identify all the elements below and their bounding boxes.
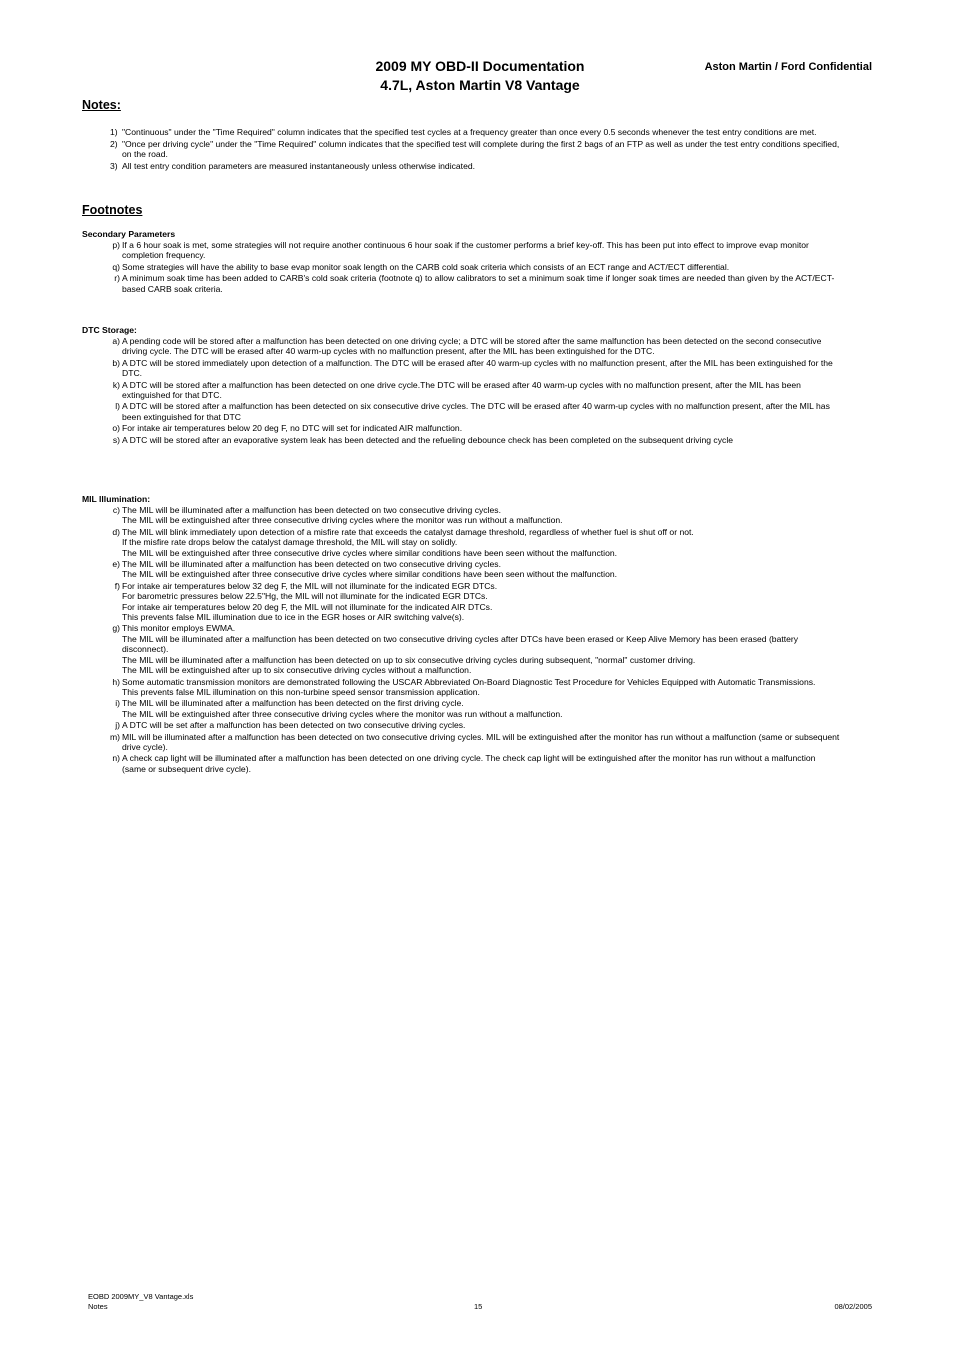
footnote-letter: m) [109, 731, 120, 742]
footnote-item [98, 240, 840, 261]
footer-sheet-name: Notes [88, 1302, 108, 1311]
footnote-text: The MIL will be illuminated after a malfunction has been detected on the first driving cycle. [122, 698, 464, 709]
footnote-item [98, 435, 840, 445]
secondary-parameters-list [98, 240, 840, 295]
footnote-text: If the misfire rate drops below the catalyst damage threshold, the MIL will stay on solidly. [122, 537, 458, 548]
footnote-item [98, 753, 840, 774]
footer-date: 08/02/2005 [834, 1302, 872, 1311]
footnote-text: A DTC will be stored immediately upon detection of a malfunction. The DTC will be erased after 40 warm-up cycles with no malfunction present, after the MIL has been extinguished for the DTC. [122, 357, 833, 379]
footnote-text: This prevents false MIL illumination due to ice in the EGR hoses or AIR switching valve(s). [122, 612, 465, 623]
footnote-item [98, 527, 840, 558]
footnote-text: For barometric pressures below 22.5"Hg, the MIL will not illuminate for the indicated EGR DTCs. [122, 591, 488, 602]
footnote-text: A DTC will be stored after a malfunction has been detected on one drive cycle.The DTC will be erased after 40 warm-up cycles with no malfunction present, after the MIL has been extinguished for that DTC. [122, 379, 801, 401]
footnote-letter: g) [112, 623, 120, 634]
footnote-text: Some automatic transmission monitors are demonstrated following the USCAR Abbreviated On-Board Diagnostic Test Procedure for Vehicles Equipped with Automatic Transmissions. [122, 676, 816, 687]
footnote-letter: l) [115, 401, 120, 412]
note-text: "Continuous" under the "Time Required" column indicates that the specified test cycles at a frequency greater than once every 0.5 seconds whenever the test entry conditions are met. [122, 127, 817, 137]
dtc-storage-heading: DTC Storage: [82, 325, 137, 335]
footnote-letter: d) [112, 526, 120, 537]
footnote-item [98, 336, 840, 357]
dtc-storage-list [98, 336, 840, 446]
footnote-text: A DTC will be stored after an evaporative system leak has been detected and the refueling debounce check has been completed on the subsequent driving cycle [122, 434, 734, 445]
document-subtitle: 4.7L, Aston Martin V8 Vantage [380, 77, 580, 93]
note-item [98, 139, 840, 160]
notes-list [98, 127, 840, 172]
footnotes-heading: Footnotes [82, 203, 143, 217]
footnote-item [98, 581, 840, 623]
footnote-letter: q) [112, 261, 120, 272]
footnote-text: The MIL will be illuminated after a malfunction has been detected on two consecutive driving cycles after DTCs have been erased or Keep Alive Memory has been erased (battery disconnect). [122, 633, 799, 655]
footnote-letter: h) [112, 676, 120, 687]
footnote-text: A DTC will be set after a malfunction has been detected on two consecutive driving cycles. [122, 720, 466, 731]
document-title: 2009 MY OBD-II Documentation [375, 58, 585, 74]
footnote-letter: f) [114, 580, 120, 591]
footnote-letter: b) [112, 357, 120, 368]
footnote-item [98, 720, 840, 730]
footnote-text: A check cap light will be illuminated after a malfunction has been detected on one driving cycle. The check cap light will be extinguished after the monitor has run without a malfunction (same or subsequent drive cycle). [122, 753, 816, 774]
footnote-letter: r) [114, 273, 120, 284]
footnote-letter: i) [115, 698, 120, 709]
note-number: 2) [110, 138, 118, 149]
footnote-text: The MIL will be extinguished after three consecutive drive cycles where similar conditions have been seen without the malfunction. [122, 547, 618, 558]
footnote-text: A DTC will be stored after a malfunction has been detected on six consecutive drive cycles. The DTC will be erased after 40 warm-up cycles with no malfunction present, after the MIL has been extinguished for that DTC [122, 401, 830, 422]
note-item [98, 161, 840, 172]
footnote-text: This prevents false MIL illumination on this non-turbine speed sensor transmission application. [122, 686, 480, 697]
footnote-text: The MIL will be extinguished after three consecutive driving cycles where the monitor was run without a malfunction. [122, 515, 563, 526]
footnote-text: A pending code will be stored after a malfunction has been detected on one driving cycle; a DTC will be stored after the same malfunction has been detected on the second consecutive driving cycle. The DTC will be erased after 40 warm-up cycles with no malfunction present, after the MIL has been extinguished for the DTC. [122, 336, 822, 357]
footnote-item [98, 623, 840, 675]
footnote-text: The MIL will be illuminated after a malfunction has been detected on two consecutive driving cycles. [122, 559, 501, 570]
footnote-text: This monitor employs EWMA. [122, 623, 236, 634]
secondary-parameters-heading: Secondary Parameters [82, 229, 176, 239]
footnote-letter: k) [112, 379, 120, 390]
footnote-text: If a 6 hour soak is met, some strategies will not require another continuous 6 hour soak if the customer performs a brief key-off. This has been put into effect to improve evap monitor completion frequency. [122, 240, 809, 261]
footer-page-number: 15 [474, 1302, 483, 1311]
note-number: 3) [110, 160, 118, 171]
note-item [98, 127, 840, 138]
footnote-text: For intake air temperatures below 20 deg F, the MIL will not illuminate for the indicated AIR DTCs. [122, 601, 493, 612]
footnote-text: The MIL will be extinguished after up to six consecutive driving cycles without a malfunction. [122, 665, 472, 676]
footnote-item [98, 262, 840, 272]
mil-illumination-heading: MIL Illumination: [82, 494, 151, 504]
footnote-text: The MIL will be extinguished after three consecutive drive cycles where similar conditions have been seen without the malfunction. [122, 569, 618, 580]
footnote-text: The MIL will be extinguished after three consecutive driving cycles where the monitor was run without a malfunction. [122, 708, 563, 719]
footnote-letter: o) [112, 423, 120, 434]
confidential-label: Aston Martin / Ford Confidential [704, 61, 872, 73]
footnote-letter: n) [112, 753, 120, 764]
footnote-letter: j) [115, 720, 120, 731]
footnote-text: A minimum soak time has been added to CARB's cold soak criteria (footnote q) to allow calibrators to set a minimum soak time if longer soak times are needed than given by the ACT/ECT-based CARB soak criteria. [122, 273, 835, 294]
footnote-item [98, 423, 840, 433]
footnote-letter: s) [112, 434, 120, 445]
footnote-text: MIL will be illuminated after a malfunction has been detected on two consecutive driving cycles. MIL will be extinguished after the monitor has run without a malfunction (same or subsequent drive cycle). [122, 731, 840, 752]
footnote-item [98, 273, 840, 294]
footnote-letter: a) [112, 336, 120, 346]
footnote-item [98, 732, 840, 753]
footnote-item [98, 401, 840, 422]
footnote-item [98, 358, 840, 379]
footer-filename: EOBD 2009MY_V8 Vantage.xls [88, 1292, 194, 1301]
footnote-item [98, 380, 840, 401]
footnote-item [98, 677, 840, 698]
notes-heading: Notes: [82, 98, 121, 112]
footnote-text: Some strategies will have the ability to base evap monitor soak length on the CARB cold soak criteria which consists of an ECT range and ACT/ECT differential. [122, 261, 730, 272]
footnote-text: The MIL will be illuminated after a malfunction has been detected on up to six consecutive driving cycles during subsequent, "normal" customer driving. [122, 654, 696, 665]
note-text: All test entry condition parameters are measured instantaneously unless otherwise indicated. [122, 160, 476, 171]
footnote-text: The MIL will be illuminated after a malfunction has been detected on two consecutive driving cycles. [122, 505, 501, 515]
footnote-letter: p) [112, 240, 120, 250]
footnote-letter: e) [112, 559, 120, 570]
footnote-text: The MIL will blink immediately upon detection of a misfire rate that exceeds the catalyst damage threshold, regardless of whether fuel is shut off or not. [122, 526, 694, 537]
footnote-letter: c) [112, 505, 120, 515]
footnote-text: For intake air temperatures below 20 deg F, no DTC will set for indicated AIR malfunction. [122, 423, 463, 434]
footnote-item [98, 559, 840, 580]
note-text: "Once per driving cycle" under the "Time Required" column indicates that the specified test will complete during the first 2 bags of an FTP as well as under the test entry conditions specified, on the road. [122, 138, 840, 159]
mil-illumination-list [98, 505, 840, 775]
footnote-text: For intake air temperatures below 32 deg F, the MIL will not illuminate for the indicated EGR DTCs. [122, 580, 498, 591]
footnote-item [98, 505, 840, 526]
note-number: 1) [110, 127, 118, 137]
footnote-item [98, 698, 840, 719]
